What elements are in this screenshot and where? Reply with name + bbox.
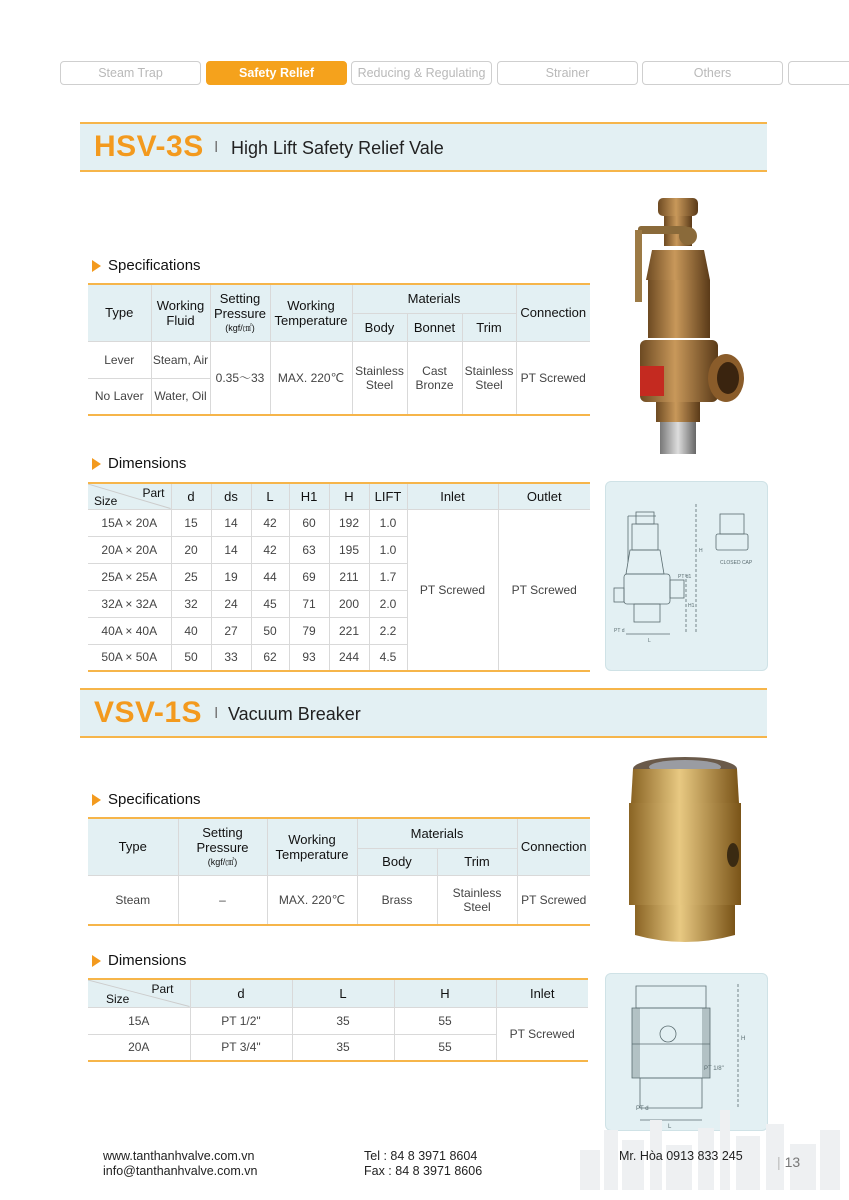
hsv-drawing-svg <box>606 482 769 672</box>
cell-ds: 24 <box>211 590 251 617</box>
hsv-dim-table <box>88 482 590 672</box>
cell-lift: 1.0 <box>369 536 407 563</box>
drawing-label-H1: H1 <box>688 603 695 609</box>
cell-ds: 14 <box>211 509 251 536</box>
cell-L: 42 <box>251 536 289 563</box>
cell-d: 50 <box>171 644 211 671</box>
cell-size: 15A <box>88 1007 190 1034</box>
cell-trim: Stainless Steel <box>462 341 516 415</box>
bullet-triangle-icon <box>92 458 101 470</box>
hdr-setting-label: Setting Pressure <box>196 825 249 856</box>
cell-L: 42 <box>251 509 289 536</box>
cell-H1: 93 <box>289 644 329 671</box>
tab-others[interactable]: Others <box>642 61 783 85</box>
cell-lift: 2.2 <box>369 617 407 644</box>
hdr-type: Type <box>88 818 178 875</box>
cell-H: 192 <box>329 509 369 536</box>
cell-H: 55 <box>394 1034 496 1061</box>
cell-setting: 0.35～33 <box>210 341 270 415</box>
skyline-watermark <box>560 1100 849 1190</box>
cell-lift: 4.5 <box>369 644 407 671</box>
hdr-trim: Trim <box>437 848 517 875</box>
cell-size: 50A × 50A <box>88 644 171 671</box>
category-tabs <box>60 61 849 85</box>
cell-ds: 14 <box>211 536 251 563</box>
cell-H: 55 <box>394 1007 496 1034</box>
vsv-spec-table <box>88 817 590 926</box>
hdr-ds: ds <box>211 483 251 509</box>
cell-H1: 69 <box>289 563 329 590</box>
vsv-section-header <box>80 688 767 738</box>
cell-size: 25A × 25A <box>88 563 171 590</box>
drawing-label-pt-d: PT d <box>636 1106 649 1112</box>
hdr-part: Part <box>142 486 165 500</box>
hdr-L: L <box>292 979 394 1007</box>
hdr-size: Size <box>106 991 130 1006</box>
cell-H1: 60 <box>289 509 329 536</box>
cell-size: 32A × 32A <box>88 590 171 617</box>
cell-d: PT 3/4" <box>190 1034 292 1061</box>
hdr-setting-label: Setting Pressure <box>213 291 267 322</box>
cell-connection: PT Screwed <box>516 341 590 415</box>
drawing-label-pt-d: PT d <box>614 628 625 634</box>
cell-lift: 2.0 <box>369 590 407 617</box>
hsv-section-header <box>80 122 767 172</box>
cell-d: 32 <box>171 590 211 617</box>
cell-H: 211 <box>329 563 369 590</box>
cell-size: 40A × 40A <box>88 617 171 644</box>
vsv-title: Vacuum Breaker <box>228 704 361 724</box>
hdr-body: Body <box>357 848 437 875</box>
hdr-inlet: Inlet <box>496 979 588 1007</box>
cell-temp: MAX. 220℃ <box>267 875 357 925</box>
footer-contact: Mr. Hòa 0913 833 245 <box>619 1149 743 1163</box>
cell-L: 35 <box>292 1007 394 1034</box>
bullet-triangle-icon <box>92 794 101 806</box>
cell-L: 35 <box>292 1034 394 1061</box>
cell-H: 221 <box>329 617 369 644</box>
cell-d: 25 <box>171 563 211 590</box>
hdr-size-part <box>88 483 171 509</box>
page-number <box>777 1154 800 1170</box>
cell-outlet: PT Screwed <box>498 509 590 671</box>
hdr-setting-unit: (kgf/㎠) <box>225 323 255 334</box>
cell-H1: 79 <box>289 617 329 644</box>
drawing-label-L: L <box>648 638 651 644</box>
hdr-setting-pressure <box>178 818 267 875</box>
cell-H1: 63 <box>289 536 329 563</box>
page-number-value: 13 <box>784 1154 801 1170</box>
cell-type: Steam <box>88 875 178 925</box>
hdr-inlet: Inlet <box>407 483 498 509</box>
hsv-spec-heading <box>92 257 201 274</box>
bullet-triangle-icon <box>92 955 101 967</box>
hdr-part: Part <box>151 982 174 996</box>
vsv-spec-heading <box>92 791 201 808</box>
tab-safety-relief[interactable]: Safety Relief <box>206 61 347 85</box>
cell-d: 15 <box>171 509 211 536</box>
hdr-outlet: Outlet <box>498 483 590 509</box>
hsv-spec-table <box>88 283 590 416</box>
hdr-H: H <box>394 979 496 1007</box>
hsv-spec-heading-label: Specifications <box>108 257 201 274</box>
hdr-connection: Connection <box>517 818 590 875</box>
header-separator: I <box>214 705 219 722</box>
hdr-setting-unit: (kgf/㎠) <box>207 857 238 868</box>
cell-body: Stainless Steel <box>352 341 407 415</box>
drawing-label-pt-d1: PT d1 <box>678 574 692 580</box>
drawing-label-H: H <box>699 548 703 554</box>
hdr-L: L <box>251 483 289 509</box>
cell-type: No Laver <box>88 378 151 415</box>
hdr-setting-pressure <box>210 284 270 341</box>
cell-type: Lever <box>88 341 151 378</box>
cell-H: 244 <box>329 644 369 671</box>
tab-steam-trap[interactable]: Steam Trap <box>60 61 201 85</box>
hdr-working-fluid: Working Fluid <box>151 284 210 341</box>
cell-size: 20A × 20A <box>88 536 171 563</box>
hsv-dim-heading-label: Dimensions <box>108 455 187 472</box>
hdr-H1: H1 <box>289 483 329 509</box>
cell-size: 15A × 20A <box>88 509 171 536</box>
header-separator: I <box>214 139 219 156</box>
hdr-size-part <box>88 979 190 1007</box>
drawing-label-pt-1-8: PT 1/8" <box>704 1066 724 1072</box>
hdr-bonnet: Bonnet <box>407 313 462 341</box>
footer-web <box>103 1149 257 1179</box>
cell-temp: MAX. 220℃ <box>270 341 352 415</box>
hdr-materials: Materials <box>352 284 516 313</box>
page-separator: | <box>777 1154 781 1170</box>
drawing-label-L: L <box>668 1124 672 1130</box>
cell-fluid: Water, Oil <box>151 378 210 415</box>
hsv-valve-photo <box>620 190 750 460</box>
cell-size: 20A <box>88 1034 190 1061</box>
cell-H: 195 <box>329 536 369 563</box>
hdr-body: Body <box>352 313 407 341</box>
cell-H1: 71 <box>289 590 329 617</box>
cell-d: 40 <box>171 617 211 644</box>
cell-fluid: Steam, Air <box>151 341 210 378</box>
cell-L: 62 <box>251 644 289 671</box>
cell-L: 45 <box>251 590 289 617</box>
cell-lift: 1.7 <box>369 563 407 590</box>
cell-ds: 19 <box>211 563 251 590</box>
hdr-working-temperature: Working Temperature <box>270 284 352 341</box>
vsv-model-code: VSV-1S <box>94 696 203 729</box>
hdr-d: d <box>171 483 211 509</box>
footer-tel: Tel : 84 8 3971 8604 <box>364 1149 478 1163</box>
vsv-valve-photo <box>625 755 745 950</box>
hdr-lift: LIFT <box>369 483 407 509</box>
hdr-size: Size <box>94 493 118 508</box>
bullet-triangle-icon <box>92 260 101 272</box>
cell-L: 44 <box>251 563 289 590</box>
cell-ds: 27 <box>211 617 251 644</box>
drawing-label-closed-cap: CLOSED CAP <box>720 560 753 566</box>
cell-ds: 33 <box>211 644 251 671</box>
hsv-model-code: HSV-3S <box>94 130 204 163</box>
cell-bonnet: Cast Bronze <box>407 341 462 415</box>
cell-setting: – <box>178 875 267 925</box>
tab-strainer[interactable]: Strainer <box>497 61 638 85</box>
cell-H: 200 <box>329 590 369 617</box>
vsv-dim-heading-label: Dimensions <box>108 952 187 969</box>
cell-d: PT 1/2" <box>190 1007 292 1034</box>
cell-d: 20 <box>171 536 211 563</box>
tab-extra[interactable] <box>788 61 849 85</box>
hdr-working-temperature: Working Temperature <box>267 818 357 875</box>
footer-website-link[interactable]: www.tanthanhvalve.com.vn <box>103 1149 255 1163</box>
cell-inlet: PT Screwed <box>407 509 498 671</box>
cell-body: Brass <box>357 875 437 925</box>
tab-reducing-regulating[interactable]: Reducing & Regulating <box>351 61 492 85</box>
footer-fax: Fax : 84 8 3971 8606 <box>364 1164 483 1178</box>
hdr-H: H <box>329 483 369 509</box>
cell-trim: Stainless Steel <box>437 875 517 925</box>
cell-lift: 1.0 <box>369 509 407 536</box>
hdr-materials: Materials <box>357 818 517 848</box>
diagonal-line <box>88 980 190 1007</box>
drawing-label-H: H <box>741 1036 746 1042</box>
vsv-dim-heading <box>92 952 186 969</box>
hsv-title: High Lift Safety Relief Vale <box>231 138 444 158</box>
hsv-dim-heading <box>92 455 186 472</box>
hdr-d: d <box>190 979 292 1007</box>
footer-email-link[interactable]: info@tanthanhvalve.com.vn <box>103 1164 258 1178</box>
hdr-connection: Connection <box>516 284 590 341</box>
vsv-dim-table <box>88 978 588 1062</box>
vsv-spec-heading-label: Specifications <box>108 791 201 808</box>
cell-L: 50 <box>251 617 289 644</box>
cell-inlet: PT Screwed <box>496 1007 588 1061</box>
cell-connection: PT Screwed <box>517 875 590 925</box>
footer-phone <box>364 1149 482 1179</box>
hsv-technical-drawing <box>605 481 768 671</box>
hdr-trim: Trim <box>462 313 516 341</box>
hdr-type: Type <box>88 284 151 341</box>
